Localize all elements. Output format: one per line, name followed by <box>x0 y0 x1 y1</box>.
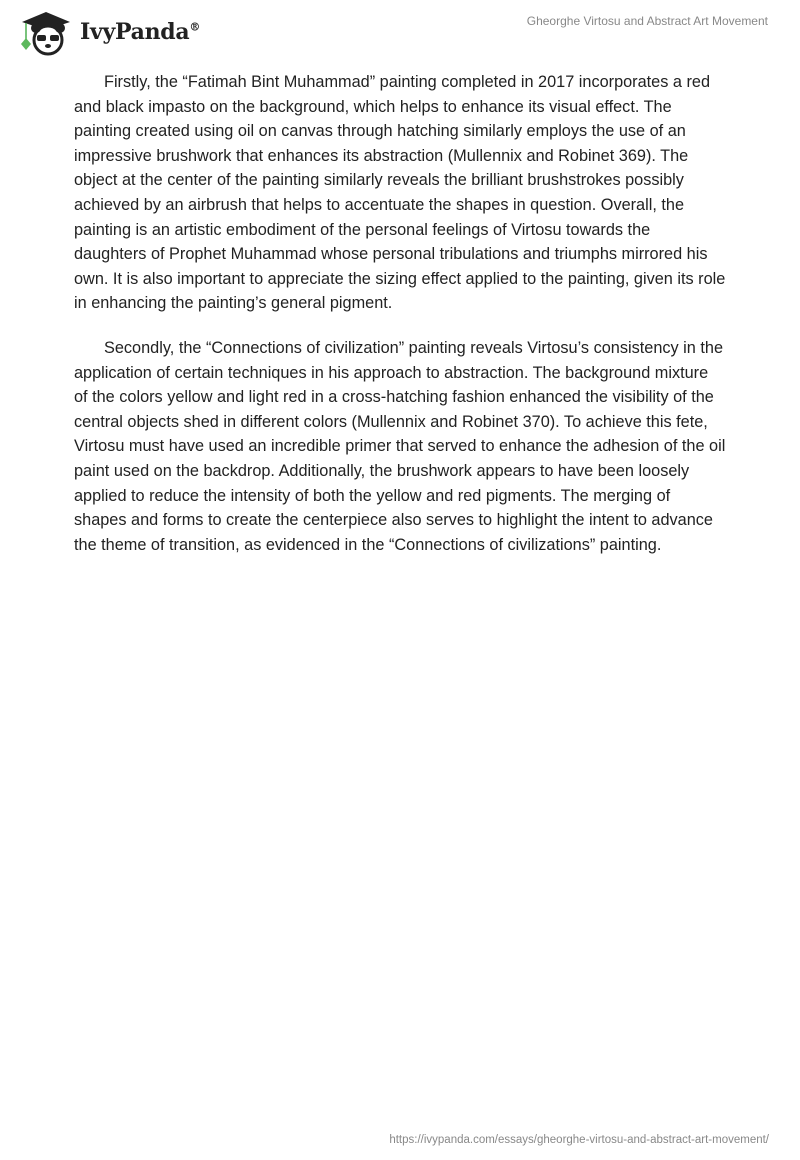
source-url[interactable]: https://ivypanda.com/essays/gheorghe-virtosu-and-abstract-art-movement/ <box>389 1134 769 1146</box>
logo-text: IvyPanda® <box>80 19 201 45</box>
paragraph: Secondly, the “Connections of civilization” painting reveals Virtosu’s consistency in the application of certain techniques in his approach to abstraction. The background mixture of the colors yellow and light red in a cross-hatching fashion enhanced the visibility of the central objects shed in different colors (Mullennix and Robinet 370). To achieve this fete, Virtosu must have used an incredible primer that served to enhance the adhesion of the oil paint used on the backdrop. Additionally, the brushwork appears to have been loosely applied to reduce the intensity of both the yellow and red pigments. The merging of shapes and forms to create the centerpiece also serves to highlight the intent to advance the theme of transition, as evidenced in the “Connections of civilizations” painting. <box>74 338 726 554</box>
ivypanda-logo[interactable] <box>18 8 200 56</box>
essay-body <box>74 70 726 577</box>
document-title: Gheorghe Virtosu and Abstract Art Movement <box>526 14 768 28</box>
panda-graduate-icon <box>18 8 74 56</box>
paragraph: Firstly, the “Fatimah Bint Muhammad” painting completed in 2017 incorporates a red and black impasto on the background, which helps to enhance its visual effect. The painting created using oil on canvas through hatching similarly employs the use of an impressive brushwork that enhances its abstraction (Mullennix and Robinet 369). The object at the center of the painting similarly reveals the brilliant brushstrokes possibly achieved by an airbrush that helps to accentuate the shapes in question. Overall, the painting is an artistic embodiment of the personal feelings of Virtosu towards the daughters of Prophet Muhammad whose personal tribulations and triumphs mirrored his own. It is also important to appreciate the sizing effect applied to the painting, given its role in enhancing the painting’s general pigment. <box>74 73 726 313</box>
